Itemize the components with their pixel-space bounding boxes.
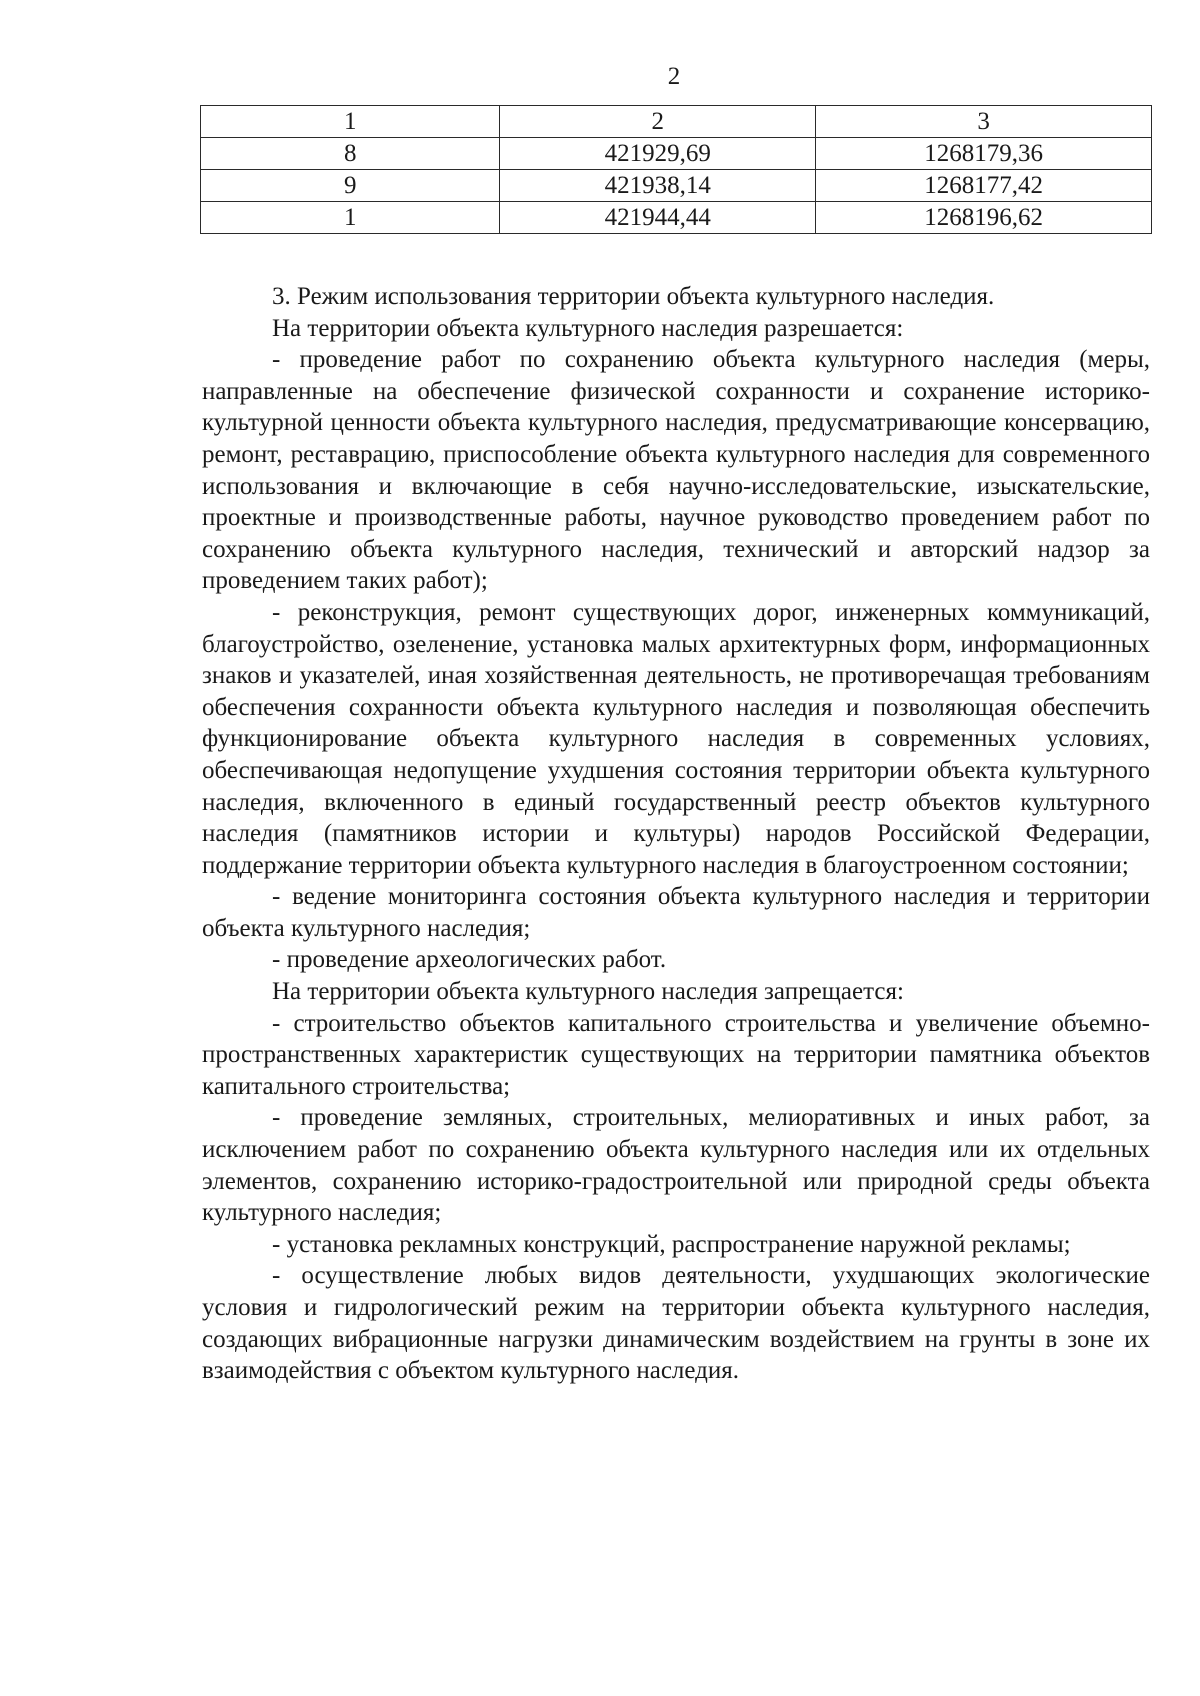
permitted-item: - проведение археологических работ. (272, 946, 667, 974)
table-cell-x: 421944,44 (500, 202, 816, 234)
table-cell-y: 1268196,62 (816, 202, 1152, 234)
permitted-item: - ведение мониторинга состояния объекта культурного наследия и территории объекта культурного наследия; (202, 883, 1150, 942)
table-cell-point: 1 (201, 202, 500, 234)
table-cell-x: 421929,69 (500, 138, 816, 170)
table-cell-y: 1268179,36 (816, 138, 1152, 170)
prohibited-item: - установка рекламных конструкций, распространение наружной рекламы; (272, 1230, 1071, 1258)
table-row (201, 202, 1152, 234)
table-header-row (201, 106, 1152, 138)
prohibited-intro: На территории объекта культурного наследия запрещается: (272, 978, 904, 1006)
prohibited-item: - строительство объектов капитального строительства и увеличение объемно-пространственных характеристик существующих на территории памятника объектов капитального строительства; (202, 1009, 1150, 1100)
section-heading: 3. Режим использования территории объекта культурного наследия. (272, 283, 995, 310)
document-body (202, 281, 1150, 1387)
table-header-cell: 2 (500, 106, 816, 138)
table-cell-y: 1268177,42 (816, 170, 1152, 202)
permitted-item: - реконструкция, ремонт существующих дорог, инженерных коммуникаций, благоустройство, озеленение, установка малых архитектурных форм, информационных знаков и указателей, иная хозяйственная деятельность, не противоречащая требованиям обеспечения сохранности объекта культурного наследия и позволяющая обеспечить функционирование объекта культурного наследия в современных условиях, обеспечивающая недопущение ухудшения состояния территории объекта культурного наследия, включенного в единый государственный реестр объектов культурного наследия (памятников истории и культуры) народов Российской Федерации, поддержание территории объекта культурного наследия в благоустроенном состоянии; (202, 598, 1150, 879)
page-number: 2 (667, 63, 681, 90)
permitted-intro: На территории объекта культурного наследия разрешается: (272, 314, 904, 342)
table-cell-x: 421938,14 (500, 170, 816, 202)
table-cell-point: 9 (201, 170, 500, 202)
coordinates-table (200, 105, 1152, 234)
table-header-cell: 3 (816, 106, 1152, 138)
prohibited-item: - осуществление любых видов деятельности, ухудшающих экологические условия и гидрологический режим на территории объекта культурного наследия, создающих вибрационные нагрузки динамическим воздействием на грунты в зоне их взаимодействия с объектом культурного наследия. (202, 1262, 1150, 1385)
table-header-cell: 1 (201, 106, 500, 138)
prohibited-item: - проведение земляных, строительных, мелиоративных и иных работ, за исключением работ по сохранению объекта культурного наследия или их отдельных элементов, сохранению историко-градостроительной или природной среды объекта культурного наследия; (202, 1104, 1150, 1227)
table-row (201, 170, 1152, 202)
table-row (201, 138, 1152, 170)
table-cell-point: 8 (201, 138, 500, 170)
permitted-item: - проведение работ по сохранению объекта культурного наследия (меры, направленные на обеспечение физической сохранности и сохранение историко-культурной ценности объекта культурного наследия, предусматривающие консервацию, ремонт, реставрацию, приспособление объекта культурного наследия для современного использования и включающие в себя научно-исследовательские, изыскательские, проектные и производственные работы, научное руководство проведением работ по сохранению объекта культурного наследия, технический и авторский надзор за проведением таких работ); (202, 346, 1150, 595)
